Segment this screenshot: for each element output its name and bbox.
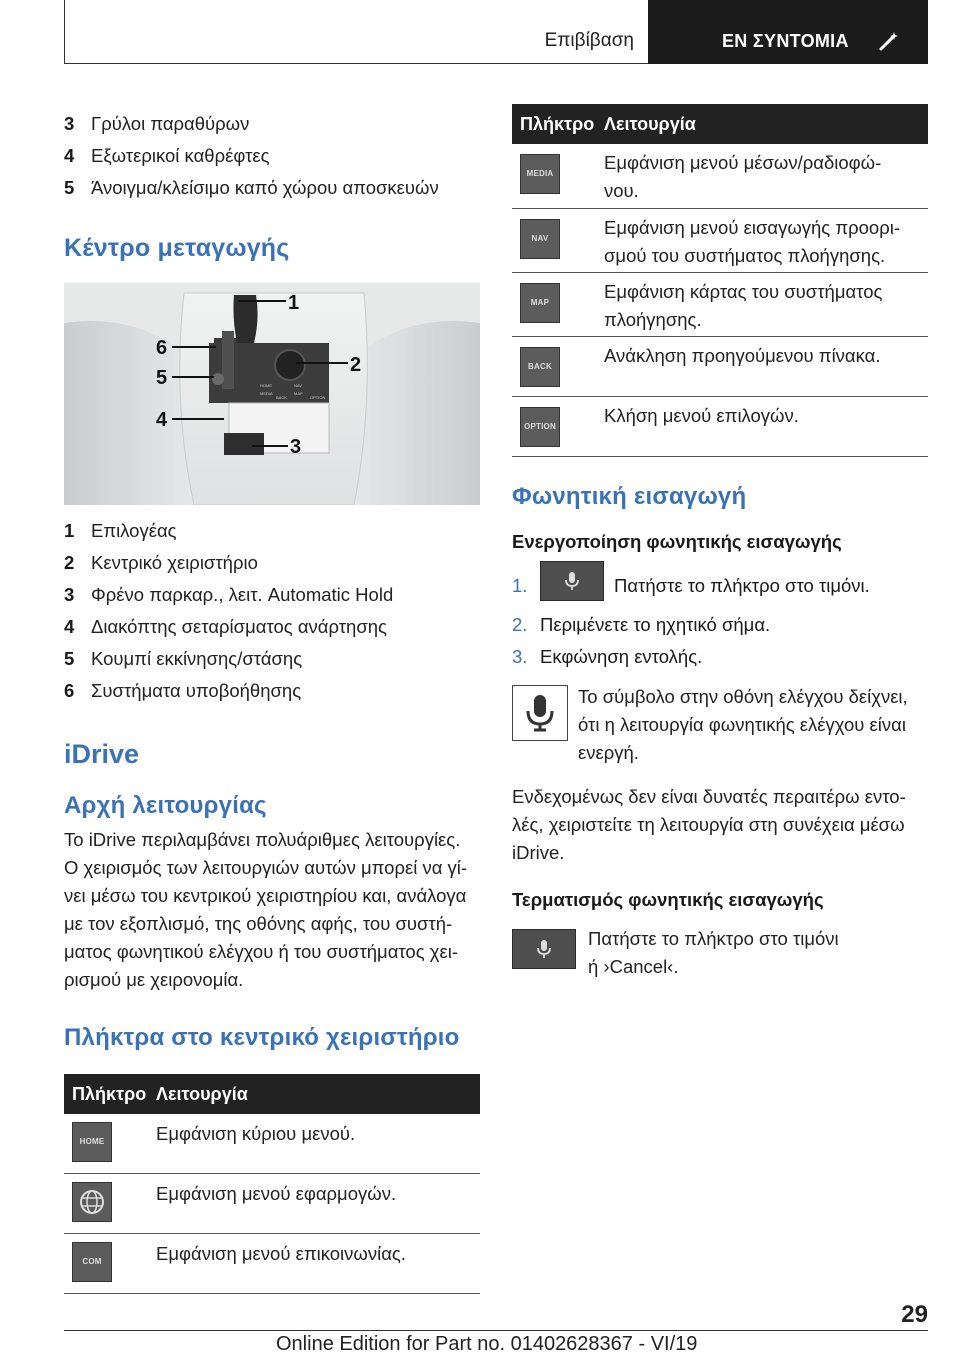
- footer-divider: [64, 1330, 928, 1331]
- table-row: BACK Ανάκληση προηγούμενου πίνακα.: [512, 336, 928, 396]
- list-item: 5 Κουμπί εκκίνησης/στάσης: [64, 648, 303, 669]
- svg-text:OPTION: OPTION: [310, 395, 326, 400]
- header-quick-label: ΕΝ ΣΥΝΤΟΜΙΑ: [722, 31, 849, 51]
- header-quick-tab: [648, 0, 928, 64]
- svg-text:MAP: MAP: [294, 391, 303, 396]
- list-item: 3 Γρύλοι παραθύρων: [64, 113, 250, 134]
- option-key-icon: OPTION: [520, 407, 560, 447]
- list-item: 3. Εκφώνηση εντολής.: [512, 645, 703, 667]
- column-header-key: Πλήκτρο: [512, 104, 604, 144]
- intro-list: [64, 108, 480, 204]
- footer-edition: Online Edition for Part no. 01402628367 - VI/19: [276, 1333, 698, 1355]
- controller-keys-table: [64, 1074, 480, 1294]
- svg-text:MEDIA: MEDIA: [260, 391, 273, 396]
- table-row: MAP Εμφάνιση κάρτας του συστήματος πλοήγησης.: [512, 272, 928, 336]
- callout-2: 2: [350, 354, 362, 376]
- list-item: 2. Περιμένετε το ηχητικό σήμα.: [512, 613, 771, 635]
- list-item: 1 Επιλογέας: [64, 520, 177, 541]
- voice-active-symbol-icon: [512, 685, 568, 741]
- column-header-key: Πλήκτρο: [64, 1074, 156, 1114]
- magic-wand-icon: [878, 30, 900, 52]
- center-console-heading: Κέντρο μεταγωγής: [64, 234, 290, 262]
- nav-key-icon: NAV: [520, 219, 560, 259]
- header-section-label: Επιβίβαση: [544, 30, 634, 51]
- table-row: HOME Εμφάνιση κύριου μενού.: [64, 1114, 480, 1173]
- callout-1: 1: [288, 292, 300, 314]
- controller-keys-table-continued: [512, 104, 928, 457]
- center-console-legend: [64, 515, 480, 707]
- home-key-icon: HOME: [72, 1122, 112, 1162]
- idrive-heading: iDrive: [64, 739, 140, 769]
- steering-voice-button-icon: [540, 561, 604, 601]
- table-row: NAV Εμφάνιση μενού εισαγωγής προορι‐ σμού του συστήματος πλοήγησης.: [512, 208, 928, 272]
- column-header-function: Λειτουργία: [156, 1074, 480, 1114]
- header-section-box: [64, 0, 648, 64]
- list-item: 6 Συστήματα υποβοήθησης: [64, 680, 302, 701]
- svg-text:BACK: BACK: [276, 395, 287, 400]
- left-column: [64, 108, 480, 1294]
- voice-input-heading: Φωνητική εισαγωγή: [512, 482, 747, 510]
- table-row: OPTION Κλήση μενού επιλογών.: [512, 396, 928, 456]
- media-key-icon: MEDIA: [520, 154, 560, 194]
- further-commands-paragraph: Ενδεχομένως δεν είναι δυνατές περαιτέρω εντο‐ λές, χειριστείτε τη λειτουργία στη συνέχεια μέσω iDrive.: [512, 785, 906, 863]
- list-item: 5 Άνοιγμα/κλείσιμο καπό χώρου αποσκευών: [64, 177, 439, 198]
- page-header: [64, 0, 928, 66]
- svg-text:HOME: HOME: [260, 383, 272, 388]
- list-item: 2 Κεντρικό χειριστήριο: [64, 552, 258, 573]
- callout-4: 4: [156, 409, 168, 431]
- principle-paragraph: Το iDrive περιλαμβάνει πολυάριθμες λειτουργίες. Ο χειρισμός των λειτουργιών αυτών μπορεί να γί‐ νει μέσω του κεντρικού χειριστηρίου και, ανάλογα με τον εξοπλισμό, της οθόνης αφής, του συστή‐ ματος φωνητικού ελέγχου ή του συστήματος χει‐ ρισμού με χειρονομία.: [64, 829, 468, 990]
- list-item: 3 Φρένο παρκαρ., λειτ. Automatic Hold: [64, 584, 394, 605]
- page-number: 29: [901, 1301, 928, 1328]
- callout-5: 5: [156, 367, 168, 389]
- right-column: [512, 104, 928, 981]
- center-console-photo: [64, 283, 480, 505]
- list-item: 1. Πατήστε το πλήκτρο στο τιμόνι.: [512, 563, 928, 609]
- controller-keys-heading: Πλήκτρα στο κεντρικό χειριστήριο: [64, 1024, 460, 1051]
- principle-heading: Αρχή λειτουργίας: [64, 792, 267, 819]
- voice-symbol-note: Το σύμβολο στην οθόνη ελέγχου δείχνει, ότι η λειτουργία φωνητικής ελέγχου είναι ενεργή.: [512, 683, 928, 767]
- svg-text:NAV: NAV: [294, 383, 302, 388]
- back-key-icon: BACK: [520, 347, 560, 387]
- activate-voice-heading: Ενεργοποίηση φωνητικής εισαγωγής: [512, 530, 842, 552]
- map-key-icon: MAP: [520, 283, 560, 323]
- center-console-illustration: [64, 283, 480, 505]
- end-voice-heading: Τερματισμός φωνητικής εισαγωγής: [512, 888, 824, 910]
- table-row: MEDIA Εμφάνιση μενού μέσων/ραδιοφώ‐ νου.: [512, 144, 928, 208]
- column-header-function: Λειτουργία: [604, 104, 928, 144]
- list-item: 4 Εξωτερικοί καθρέφτες: [64, 145, 270, 166]
- com-key-icon: COM: [72, 1242, 112, 1282]
- table-row: COM Εμφάνιση μενού επικοινωνίας.: [64, 1233, 480, 1293]
- callout-6: 6: [156, 337, 168, 359]
- end-voice-note: Πατήστε το πλήκτρο στο τιμόνι ή ›Cancel‹.: [512, 925, 928, 981]
- callout-3: 3: [290, 436, 302, 458]
- table-header-row: [512, 104, 928, 144]
- list-item: 4 Διακόπτης σεταρίσματος ανάρτησης: [64, 616, 387, 637]
- table-header-row: [64, 1074, 480, 1114]
- steering-voice-button-icon: [512, 929, 576, 969]
- activate-steps: [512, 563, 928, 673]
- table-row: Εμφάνιση μενού εφαρμογών.: [64, 1173, 480, 1233]
- apps-globe-icon: [72, 1182, 112, 1222]
